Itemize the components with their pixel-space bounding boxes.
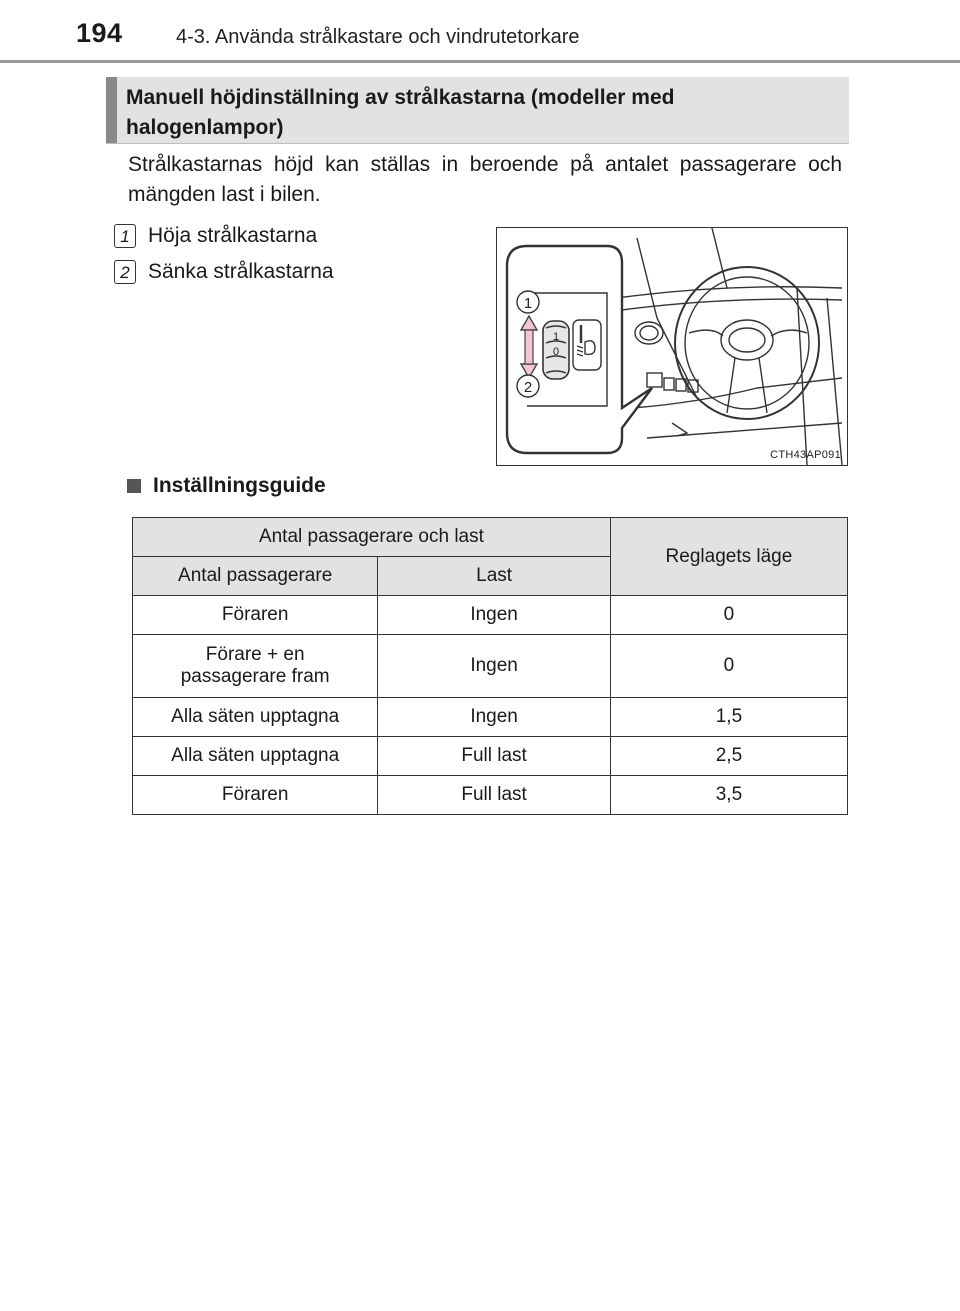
table-cell: 0 — [610, 635, 847, 698]
table-cell: Ingen — [378, 698, 611, 737]
page-number: 194 — [76, 18, 123, 48]
table-row — [133, 596, 848, 635]
step-lower — [114, 258, 334, 286]
banner-accent-bar — [106, 77, 117, 143]
guide-heading-text: Inställningsguide — [153, 474, 326, 497]
group-header-cell: Antal passagerare och last — [133, 518, 611, 557]
dial-mark-one: 1 — [552, 331, 560, 343]
position-header-cell: Reglagets läge — [610, 518, 847, 596]
dial-mark-zero: 0 — [552, 346, 560, 358]
guide-heading — [127, 474, 326, 498]
table-cell: Föraren — [133, 776, 378, 815]
step-label: Höja strålkastarna — [148, 224, 318, 247]
table-cell: Full last — [378, 776, 611, 815]
step-raise — [114, 222, 317, 250]
callout-lower: 2 — [523, 379, 533, 396]
table-row — [133, 737, 848, 776]
table-cell: Föraren — [133, 596, 378, 635]
table-row — [133, 635, 848, 698]
header-divider — [0, 60, 960, 63]
load-header-cell: Last — [378, 557, 611, 596]
section-title: 4-3. Använda strålkastare och vindrutetorkare — [176, 26, 580, 48]
table-cell: 3,5 — [610, 776, 847, 815]
step-number-badge: 2 — [114, 260, 136, 284]
table-cell: Full last — [378, 737, 611, 776]
table-row — [133, 698, 848, 737]
table-cell: 1,5 — [610, 698, 847, 737]
figure-code: CTH43AP091 — [770, 449, 841, 461]
step-number-badge: 1 — [114, 224, 136, 248]
table-cell: 0 — [610, 596, 847, 635]
table-cell: Ingen — [378, 596, 611, 635]
table-cell — [133, 635, 378, 698]
intro-paragraph: Strålkastarnas höjd kan ställas in beroende på antalet passagerare och mängden last i bilen. — [128, 153, 842, 206]
callout-raise: 1 — [523, 295, 533, 312]
table-header-row — [133, 518, 848, 557]
table-cell: 2,5 — [610, 737, 847, 776]
table-cell: Alla säten upptagna — [133, 737, 378, 776]
table-cell-text: Förare + en passagerare fram — [180, 644, 330, 687]
setting-guide-table — [132, 517, 848, 815]
topic-title: Manuell höjdinställning av strålkastarna (modeller med halogenlampor) — [126, 86, 675, 139]
table-cell: Ingen — [378, 635, 611, 698]
step-label: Sänka strålkastarna — [148, 260, 334, 283]
dashboard-drawing — [497, 228, 847, 465]
headlight-leveling-illustration — [496, 227, 848, 466]
passengers-header-cell: Antal passagerare — [133, 557, 378, 596]
table-row — [133, 776, 848, 815]
topic-banner — [106, 77, 849, 144]
table-cell: Alla säten upptagna — [133, 698, 378, 737]
square-bullet-icon — [127, 479, 141, 493]
